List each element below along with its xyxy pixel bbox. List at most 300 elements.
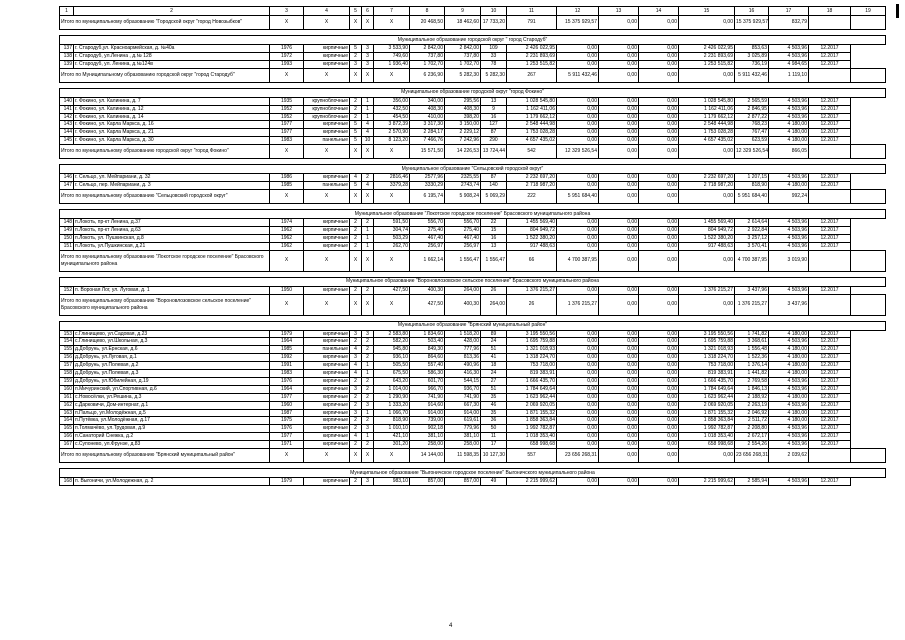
table-cell: 1 321 018,93 [507,346,557,354]
table-cell: 165 [60,425,74,433]
table-cell: 1 028 545,80 [679,97,735,105]
table-cell: п.Санаторий Снежка, д.2 [74,433,270,441]
total-cell: X [270,449,304,463]
total-cell: X [362,68,374,82]
total-cell: X [304,449,350,463]
table-cell: 601,70 [410,377,445,385]
table-row [60,113,886,121]
column-number: 18 [809,7,851,16]
table-cell: 1972 [270,52,304,60]
table-row [60,409,886,417]
total-cell: 15 375 929,57 [735,16,769,30]
column-number: 1 [60,7,74,16]
table-cell: 0,00 [639,346,679,354]
table-cell: 591,50 [374,218,410,226]
table-cell: 4 180,00 [769,121,809,129]
table-cell: 1976 [270,425,304,433]
table-cell: 1 834,60 [410,330,445,338]
table-cell: 12.2017 [809,137,851,145]
table-cell: 643,20 [374,377,410,385]
column-number: 6 [362,7,374,16]
table-cell: 0,00 [639,441,679,449]
table-cell: 4 [350,174,362,182]
table-cell: 2 [350,105,362,113]
table-cell: 1 741,82 [735,330,769,338]
table-cell: 0,00 [639,338,679,346]
table-cell: 3 025,89 [735,52,769,60]
section-header-row [60,277,886,286]
total-cell: X [374,189,410,203]
table-cell: 0,00 [639,113,679,121]
table-cell: 2743,74 [445,182,481,190]
table-cell: 1 018 353,40 [679,433,735,441]
column-number: 14 [639,7,679,16]
table-row [60,393,886,401]
table-cell: 1960 [270,401,304,409]
total-cell: 5 908,24 [445,189,481,203]
total-cell: 866,05 [769,145,809,159]
table-cell: 2 [350,417,362,425]
table-cell: 35 [481,409,507,417]
table-row [60,52,886,60]
total-cell [809,449,851,463]
table-cell: 290 [481,137,507,145]
table-cell: 145 [60,137,74,145]
table-cell: 2 232 697,20 [679,174,735,182]
table-cell: 818,90 [374,417,410,425]
table-cell: 416,30 [445,370,481,378]
total-cell: X [304,189,350,203]
table-cell: 0,00 [639,97,679,105]
table-cell: 2 263,19 [735,401,769,409]
table-cell: 0,00 [639,425,679,433]
table-cell: кирпичные [304,362,350,370]
table-cell: 4 180,00 [769,370,809,378]
scan-corner-mark [896,4,899,18]
table-cell: 1971 [270,441,304,449]
table-cell: 2 [362,354,374,362]
table-cell: 275,40 [445,226,481,234]
table-cell: 753 718,00 [679,362,735,370]
table-cell: 2325,55 [445,174,481,182]
table-cell: 1 556,48 [735,346,769,354]
table-cell: 2 [362,218,374,226]
table-cell: 12.2017 [809,377,851,385]
table-row [60,286,886,294]
total-cell: 1 556,47 [445,250,481,271]
table-cell: 0,00 [639,354,679,362]
table-cell: с.Новосёлки, ул.Решина, д.3 [74,393,270,401]
column-number: 8 [410,7,445,16]
table-cell: 1 695 759,88 [679,338,735,346]
table-cell: 936,10 [374,354,410,362]
table-cell: 24 [481,338,507,346]
table-cell: 16 [481,113,507,121]
table-cell: 1 376 215,27 [507,286,557,294]
total-label: Итого по муниципальному образованию "Сельцовский городской округ" [60,189,270,203]
table-cell: 0,00 [599,174,639,182]
table-cell: 1985 [270,346,304,354]
table-cell: 12.2017 [809,441,851,449]
table-cell: 3 437,96 [735,286,769,294]
table-cell: 0,00 [557,113,599,121]
total-cell: 23 656 268,31 [735,449,769,463]
table-cell: 0,00 [599,346,639,354]
table-cell: 5 [350,45,362,53]
total-cell [851,250,886,271]
table-cell: 381,10 [445,433,481,441]
table-cell: 779,96 [445,425,481,433]
table-cell: 0,00 [639,234,679,242]
table-cell: 12.2017 [809,433,851,441]
table-cell: 0,00 [557,60,599,68]
table-cell: крупноблочные [304,113,350,121]
total-cell: 1 662,14 [410,250,445,271]
table-cell: 427,50 [374,286,410,294]
table-cell: 0,00 [599,409,639,417]
table-cell: 3 [350,330,362,338]
table-cell: 33 [481,52,507,60]
table-cell: 4 503,96 [769,174,809,182]
column-number: 19 [851,7,886,16]
table-cell: 2 [350,218,362,226]
table-cell: 13 [481,97,507,105]
table-cell: 1962 [270,242,304,250]
table-cell: 2 548 444,98 [507,121,557,129]
table-cell: 408,30 [410,105,445,113]
table-cell: 0,00 [557,137,599,145]
table-cell: 1 858 363,84 [507,417,557,425]
table-cell: 400,30 [410,286,445,294]
table-cell: 3 257,12 [735,234,769,242]
table-cell: 1 [362,97,374,105]
total-cell [851,294,886,315]
table-cell: 0,00 [599,45,639,53]
column-number: 2 [74,7,270,16]
table-cell: 12.2017 [809,330,851,338]
table-cell: 432,50 [374,105,410,113]
total-row [60,16,886,30]
table-cell: 1977 [270,129,304,137]
table-cell: 0,00 [599,393,639,401]
table-cell: г. Стародуб, ул. Ленина, д.№124в [74,60,270,68]
section-title: Муниципальное образование городской округ " город Стародуб" [60,36,886,45]
total-cell: 66 [507,250,557,271]
table-cell: 1 207,15 [735,174,769,182]
table-cell: 148 [60,218,74,226]
table-cell: 12.2017 [809,60,851,68]
table-cell: 50 [481,425,507,433]
table-cell: 421,10 [374,433,410,441]
table-cell: 505,50 [374,362,410,370]
column-number-row [60,7,886,16]
table-cell: 12.2017 [809,409,851,417]
table-cell: 3 317,30 [410,121,445,129]
table-cell: 2 [350,377,362,385]
table-cell: 13 [481,242,507,250]
section-title: Муниципальное образование "Локотское городское поселение" Брасовского муниципального района [60,209,886,218]
table-cell: д.Добрунь, ул.Полевая, д.3 [74,370,270,378]
table-cell: 12.2017 [809,226,851,234]
total-cell: 791 [507,16,557,30]
table-cell: 2 [350,425,362,433]
table-cell: 22 [481,218,507,226]
table-cell: 41 [481,354,507,362]
total-cell: 3 019,90 [769,250,809,271]
table-cell: 4 [350,370,362,378]
table-cell: 2 231 893,69 [679,52,735,60]
total-cell: 0,00 [679,16,735,30]
table-cell: 1 066,70 [374,409,410,417]
table-cell: панельные [304,182,350,190]
table-cell: 3 [350,409,362,417]
table-cell: крупноблочные [304,105,350,113]
table-cell: 804 949,72 [507,226,557,234]
table-cell: 1985 [270,182,304,190]
table-cell: 0,00 [639,226,679,234]
table-cell: 12.2017 [809,338,851,346]
table-cell: 0,00 [599,242,639,250]
table-cell: д.Добрунь, ул.Луговая, д.1 [74,354,270,362]
table-cell: 2 [350,401,362,409]
table-cell: 256,97 [410,242,445,250]
table-cell: 0,00 [599,478,639,486]
table-cell: 127 [481,121,507,129]
table-cell: 0,00 [599,286,639,294]
table-cell: 12.2017 [809,45,851,53]
table-cell: 304,74 [374,226,410,234]
table-cell: 3 [362,425,374,433]
table-cell: 0,00 [599,121,639,129]
total-cell: 542 [507,145,557,159]
table-cell: 3 195 550,56 [507,330,557,338]
column-number: 7 [374,7,410,16]
total-cell: X [350,16,362,30]
table-cell: 0,00 [557,45,599,53]
table-cell: 2 188,92 [735,393,769,401]
table-cell: 51 [481,385,507,393]
table-cell: 2 585,94 [735,478,769,486]
column-number: 3 [270,7,304,16]
table-cell: 0,00 [557,234,599,242]
table-cell: кирпичные [304,45,350,53]
table-cell: 4 503,96 [769,441,809,449]
table-cell: 149 [60,226,74,234]
table-cell: 0,00 [599,137,639,145]
total-cell: X [270,145,304,159]
table-cell: 737,80 [445,52,481,60]
table-cell: 2 570,90 [374,129,410,137]
table-cell: 258,00 [410,441,445,449]
table-cell: 26 [481,286,507,294]
table-cell: 12.2017 [809,370,851,378]
total-cell: 13 724,44 [481,145,507,159]
table-cell: 544,15 [445,377,481,385]
table-cell: 0,00 [599,129,639,137]
table-cell: 0,00 [599,362,639,370]
table-cell: кирпичные [304,433,350,441]
table-cell: 12.2017 [809,478,851,486]
table-cell: 5 [350,182,362,190]
table-cell: 490,96 [445,362,481,370]
table-cell: 983,10 [374,478,410,486]
table-cell: 2 565,59 [735,97,769,105]
table-cell: 0,00 [599,338,639,346]
table-cell: 1 666 435,70 [679,377,735,385]
total-cell: 0,00 [639,16,679,30]
table-cell: 152 [60,286,74,294]
table-cell: 46 [481,401,507,409]
table-cell: 0,00 [639,433,679,441]
section-title: Муниципальное образование "Сельцовский городской округ" [60,165,886,174]
table-cell: 3 [350,354,362,362]
table-cell: г. Сельцо, пер. Мейпариани, д. 3 [74,182,270,190]
table-cell: 12.2017 [809,129,851,137]
table-cell: 12.2017 [809,234,851,242]
table-cell: 141 [60,105,74,113]
table-cell: 1 455 569,40 [507,218,557,226]
table-cell: 1983 [270,137,304,145]
table-cell: 1 376 215,27 [679,286,735,294]
table-cell: 4 503,96 [769,433,809,441]
table-cell: кирпичные [304,393,350,401]
table-cell: 4 [350,346,362,354]
table-cell: 4 503,96 [769,97,809,105]
table-cell: 1 784 649,64 [679,385,735,393]
table-cell: 0,00 [557,354,599,362]
total-cell: 15 375 929,57 [557,16,599,30]
total-cell: X [270,68,304,82]
table-cell: 1 253 515,82 [507,60,557,68]
total-label: Итого по муниципальному образованию "Локотское городское поселение" Брасовского муниципального района [60,250,270,271]
table-cell: 1 162 411,06 [679,105,735,113]
table-cell: 381,10 [410,433,445,441]
table-cell: 0,00 [639,385,679,393]
table-cell: 3 150,00 [445,121,481,129]
table-cell: 1 858 363,84 [679,417,735,425]
table-cell: 163 [60,409,74,417]
column-number: 4 [304,7,350,16]
total-cell [851,449,886,463]
table-cell: 741,90 [445,393,481,401]
table-cell: кирпичные [304,242,350,250]
total-cell: 5 911 432,46 [735,68,769,82]
table-cell: 7 466,76 [410,137,445,145]
table-cell: 12.2017 [809,417,851,425]
total-label: Итого по муниципальному образованию городской округ "город Фокино" [60,145,270,159]
table-cell: кирпичные [304,370,350,378]
total-label: Итого по муниципальному образованию "Городской округ "город Новозыбков" [60,16,270,30]
table-cell: 4 180,00 [769,417,809,425]
table-cell: 1976 [270,45,304,53]
table-cell: 4 [350,362,362,370]
table-cell: 3 [350,385,362,393]
table-cell: 749,60 [374,52,410,60]
table-cell: 161 [60,393,74,401]
table-row [60,370,886,378]
table-cell: кирпичные [304,226,350,234]
table-cell: 138 [60,52,74,60]
table-row [60,105,886,113]
total-cell: 0,00 [639,68,679,82]
table-cell: 2 215 999,62 [679,478,735,486]
table-cell: 0,00 [557,478,599,486]
table-cell: 0,00 [639,60,679,68]
table-cell: 89 [481,330,507,338]
table-cell: 1979 [270,478,304,486]
table-cell: с.Глинищево, ул.Школьная, д.3 [74,338,270,346]
table-cell: 0,00 [599,52,639,60]
total-cell: X [374,68,410,82]
table-cell: 0,00 [557,52,599,60]
table-cell: 4 503,96 [769,377,809,385]
table-cell: кирпичные [304,401,350,409]
table-cell: г. Сельцо, ул. Мейпариани, д. 32 [74,174,270,182]
table-cell: 3 [362,330,374,338]
total-cell [809,145,851,159]
column-number: 12 [557,7,599,16]
table-cell: 1975 [270,417,304,425]
table-cell: 914,00 [410,409,445,417]
table-cell: 4 657 435,02 [507,137,557,145]
table-cell: 140 [481,182,507,190]
table-cell: 819 383,91 [679,370,735,378]
table-cell: 4 [362,182,374,190]
table-cell: г. Фокино, ул. Карла Маркса, д. 16 [74,121,270,129]
table-cell: 2577,96 [410,174,445,182]
table-cell: кирпичные [304,478,350,486]
table-cell: 1977 [270,121,304,129]
table-cell: 1987 [270,409,304,417]
table-cell: 1962 [270,234,304,242]
table-cell: 1 018 353,40 [507,433,557,441]
table-cell: г. Фокино, ул. Калинина, д. 14 [74,113,270,121]
section-title: Муниципальное образование городской округ "город Фокино" [60,88,886,97]
table-cell: 2 [362,417,374,425]
table-cell: 4 503,96 [769,338,809,346]
total-cell: 0,00 [679,250,735,271]
total-cell [809,16,851,30]
table-cell: 49 [481,478,507,486]
total-cell: X [350,145,362,159]
table-cell: 917 488,63 [679,242,735,250]
table-cell: 7 242,96 [445,137,481,145]
table-cell: 804 949,72 [679,226,735,234]
table-cell: 0,00 [557,417,599,425]
table-cell: 1 [362,105,374,113]
table-cell: 264,00 [445,286,481,294]
table-cell: п.Мичуринский, ул.Спортивная, д.6 [74,385,270,393]
table-cell: 2 922,84 [735,226,769,234]
table-cell: 0,00 [599,441,639,449]
table-cell: кирпичные [304,338,350,346]
table-row [60,218,886,226]
table-cell: 658 998,68 [507,441,557,449]
table-cell: 0,00 [557,370,599,378]
table-cell: 2 069 920,05 [679,401,735,409]
table-cell: 160 [60,385,74,393]
table-cell: 12.2017 [809,242,851,250]
column-number: 5 [350,7,362,16]
table-cell: 12.2017 [809,393,851,401]
table-cell: 3 [362,401,374,409]
table-cell: 857,00 [445,478,481,486]
total-cell: 0,00 [679,68,735,82]
total-cell: 10 127,30 [481,449,507,463]
table-cell: 158 [60,370,74,378]
table-row [60,45,886,53]
table-cell: 301,20 [374,441,410,449]
